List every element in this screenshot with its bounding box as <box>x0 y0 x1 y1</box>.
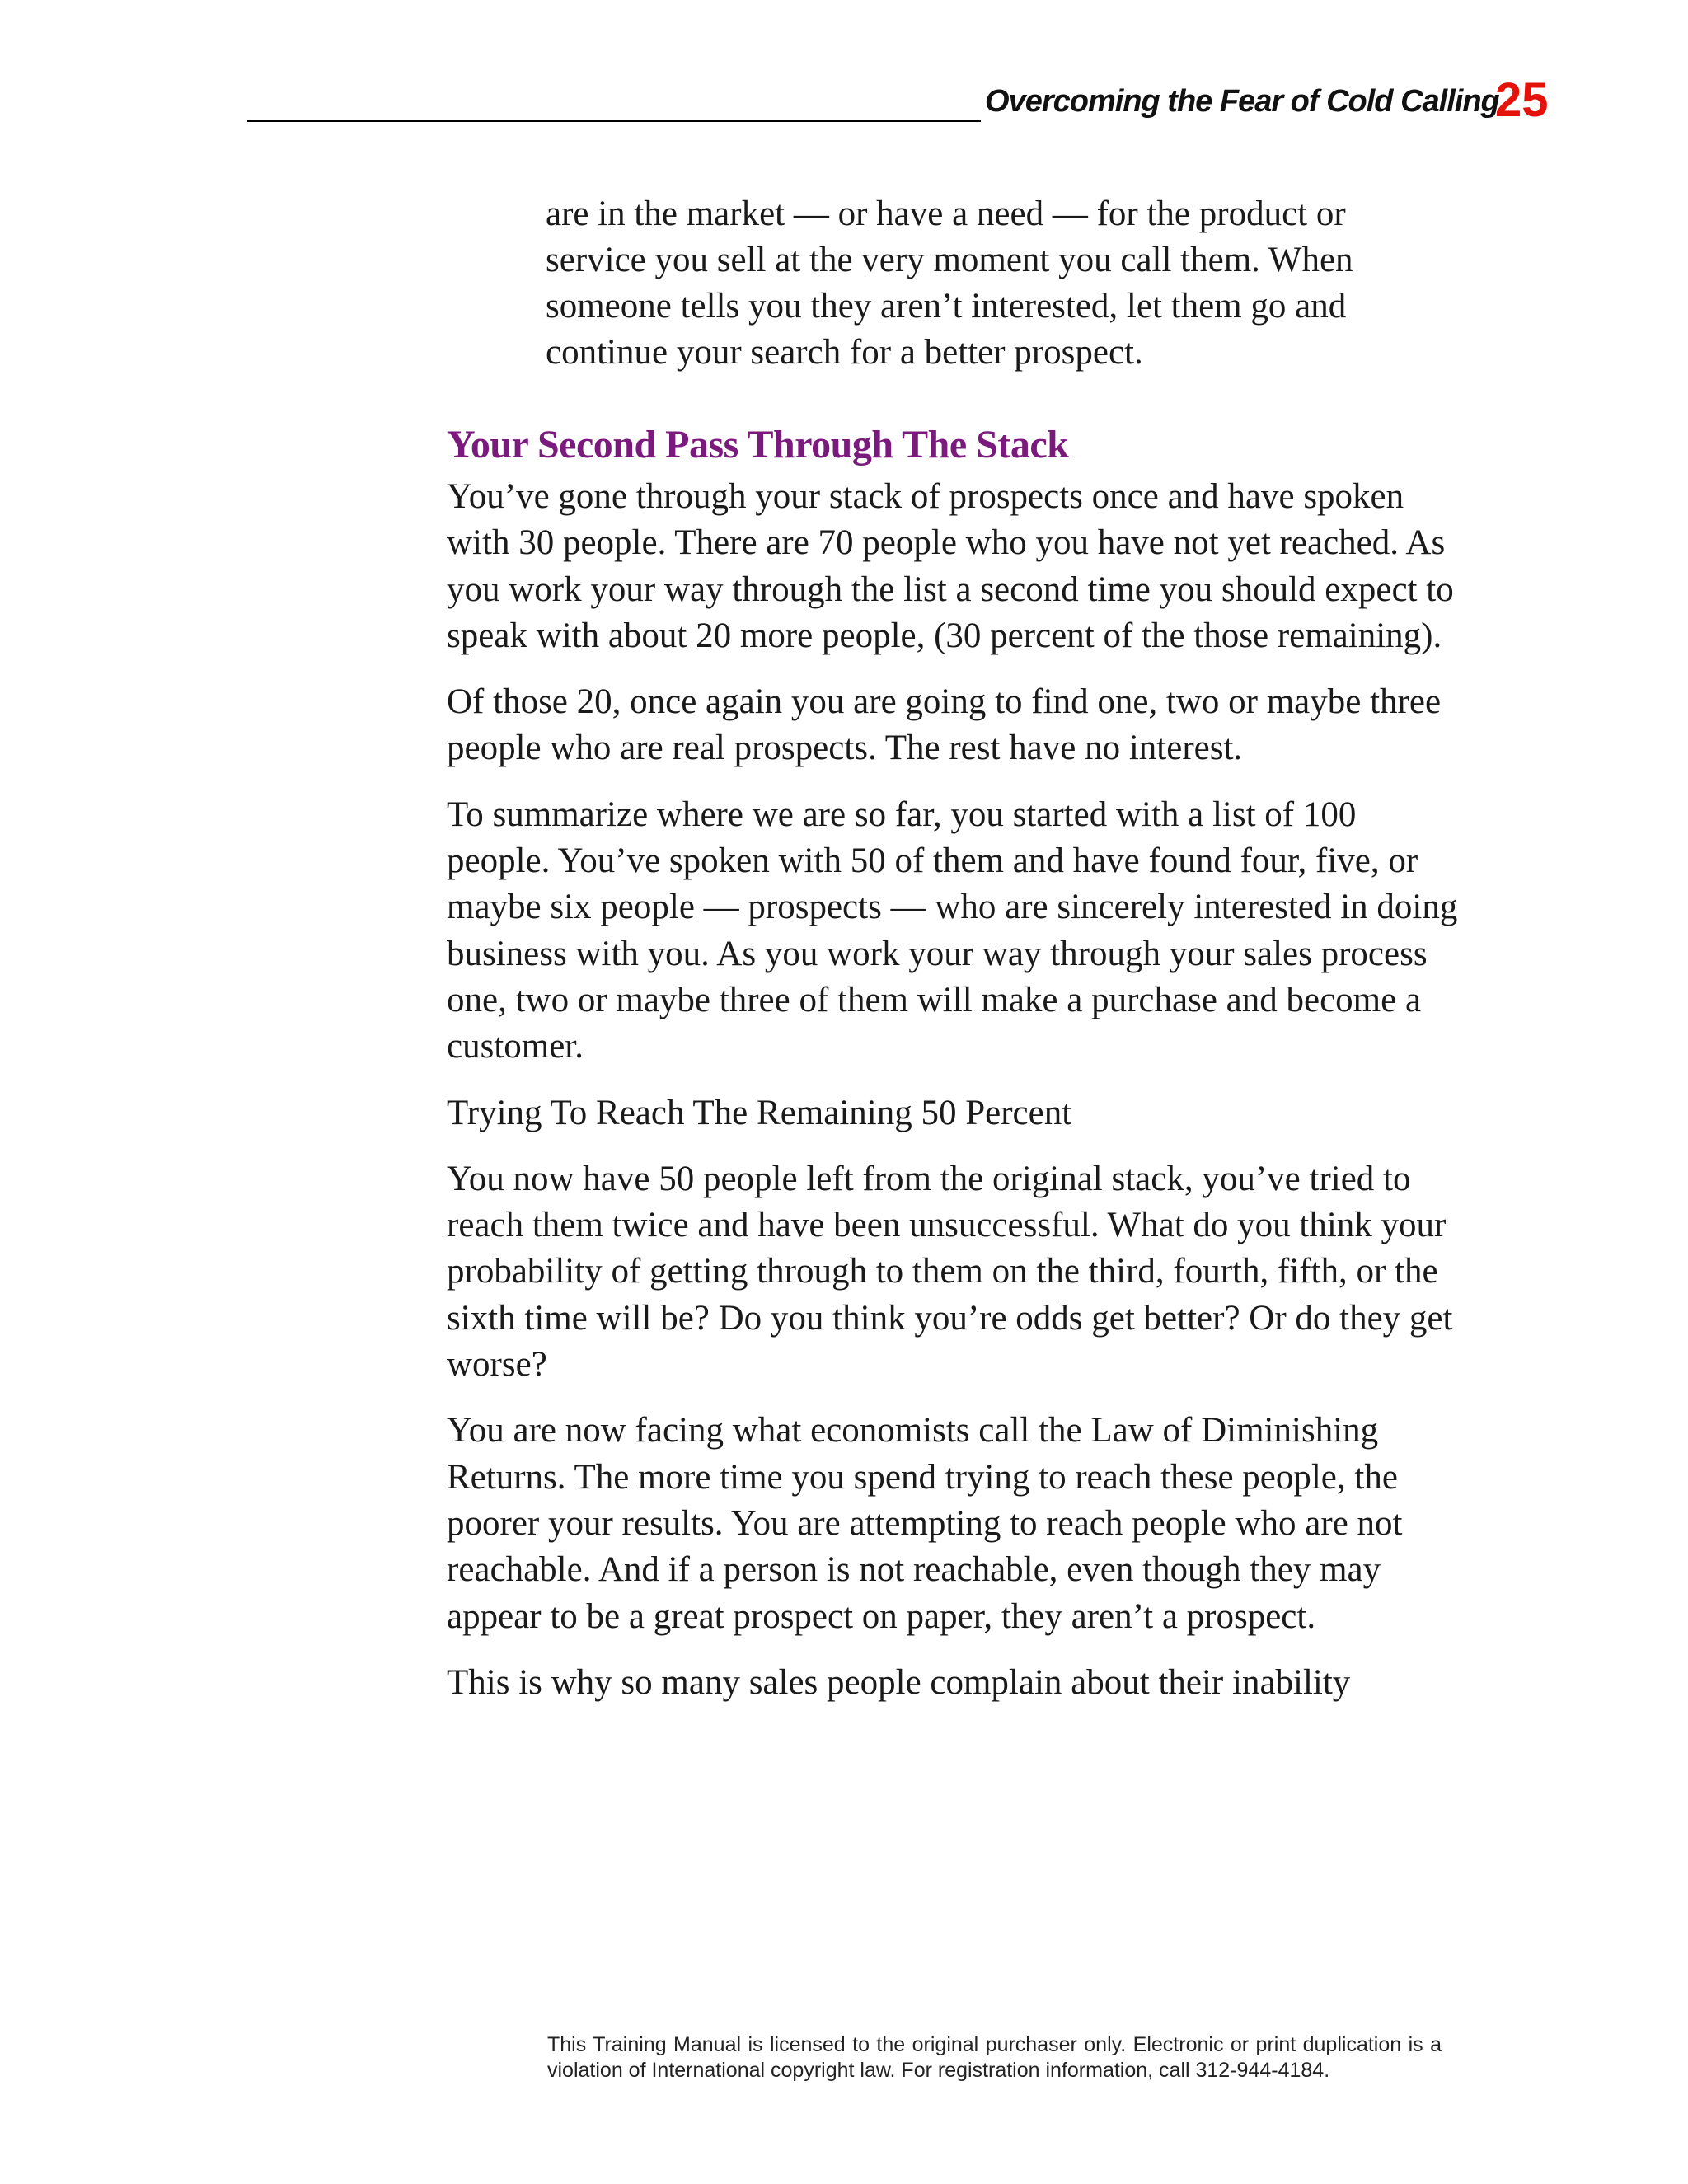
main-content <box>447 416 1461 1726</box>
page-header <box>247 73 1566 129</box>
paragraph: Of those 20, once again you are going to find one, two or maybe three people who are real prospects. The rest have no interest. <box>447 682 1442 768</box>
subheading: Trying To Reach The Remaining 50 Percent <box>447 1093 1072 1132</box>
section-heading: Your Second Pass Through The Stack <box>447 423 1069 466</box>
header-rule <box>247 120 981 122</box>
paragraph: This is why so many sales people complain about their inability <box>447 1662 1351 1702</box>
paragraph: You now have 50 people left from the original stack, you’ve tried to reach them twice and have been unsuccessful. What do you think your probability of getting through to them on the third, fourth, fifth, or the sixth time will be? Do you think you’re odds get better? Or do they get worse? <box>447 1159 1453 1385</box>
paragraph: You are now facing what economists call the Law of Diminishing Returns. The more time you spend trying to reach these people, the poorer your results. You are attempting to reach people who are not reachable. And if a person is not reachable, even though they may appear to be a great prospect on paper, they aren’t a prospect. <box>447 1411 1403 1636</box>
paragraph: To summarize where we are so far, you started with a list of 100 people. You’ve spoken with 50 of them and have found four, five, or maybe six people — prospects — who are sincerely interested in doing business with you. As you work your way through your sales process one, two or maybe three of them will make a purchase and become a customer. <box>447 794 1458 1066</box>
paragraph: You’ve gone through your stack of prospects once and have spoken with 30 people. There are 70 people who you have not yet reached. As you work your way through the list a second time you should expect to speak with about 20 more people, (30 percent of the those remaining). <box>447 477 1454 655</box>
license-notice: This Training Manual is licensed to the original purchaser only. Electronic or print duplication is a violation of International copyright law. For registration information, call 312-944-4184. <box>547 2033 1442 2082</box>
running-title: Overcoming the Fear of Cold Calling <box>985 84 1499 119</box>
page-number: 25 <box>1495 73 1549 127</box>
continued-paragraph: are in the market — or have a need — for the product or service you sell at the very moment you call them. When someone tells you they aren’t interested, let them go and continue your search for a better prospect. <box>546 194 1353 372</box>
